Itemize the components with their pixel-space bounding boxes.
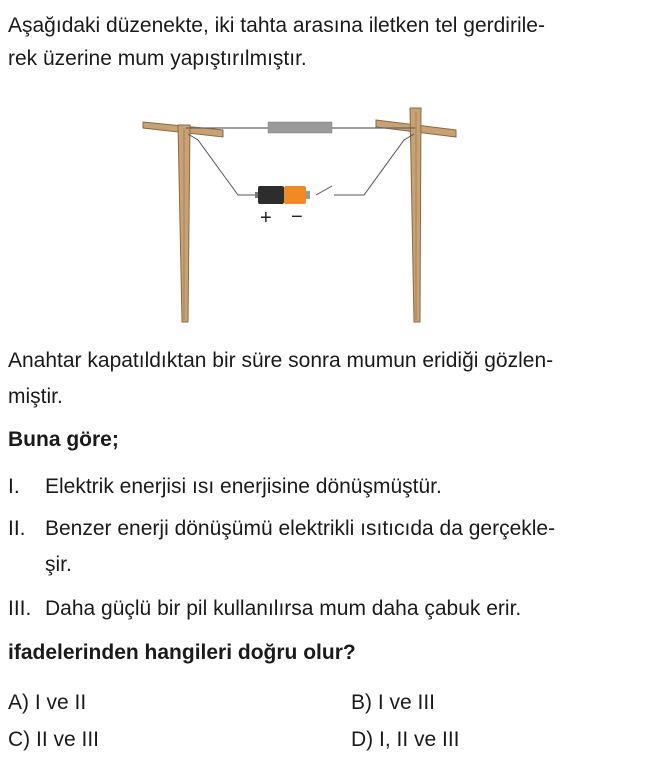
candle — [268, 122, 332, 133]
option-a[interactable]: A) I ve II — [8, 691, 87, 714]
intro-line-2: rek üzerine mum yapıştırılmıştır. — [8, 47, 307, 70]
statement-text: Elektrik enerjisi ısı enerjisine dönüşmüştür. — [45, 475, 442, 498]
intro-line-1: Aşağıdaki düzenekte, iki tahta arasına iletken tel gerdirile- — [8, 14, 545, 37]
statement-number: I. — [8, 475, 20, 498]
circuit-wire-left — [188, 134, 260, 195]
question-text: ifadelerinden hangileri doğru olur? — [8, 641, 356, 664]
battery-plus-sign: + — [260, 207, 272, 229]
battery-minus-sign: − — [291, 206, 303, 228]
circuit-wire-right — [334, 134, 414, 195]
statement-number: III. — [8, 597, 32, 620]
observation-line-1: Anahtar kapatıldıktan bir süre sonra mumun eridiği gözlen- — [8, 349, 554, 372]
switch-icon — [316, 186, 332, 195]
circuit-figure — [138, 100, 468, 330]
left-wooden-pole — [143, 122, 223, 322]
statement-2-continuation: şir. — [45, 553, 72, 576]
observation-line-2: miştir. — [8, 385, 63, 408]
battery-icon — [255, 186, 310, 204]
lead-text: Buna göre; — [8, 428, 119, 451]
statement-number: II. — [8, 517, 26, 540]
right-wooden-pole — [376, 108, 456, 322]
statement-text: Benzer enerji dönüşümü elektrikli ısıtıcıda da gerçekle- — [45, 517, 556, 540]
option-b[interactable]: B) I ve III — [351, 691, 436, 714]
option-c[interactable]: C) II ve III — [8, 728, 100, 751]
option-d[interactable]: D) I, II ve III — [351, 728, 460, 751]
statement-text: Daha güçlü bir pil kullanılırsa mum daha çabuk erir. — [45, 597, 522, 620]
